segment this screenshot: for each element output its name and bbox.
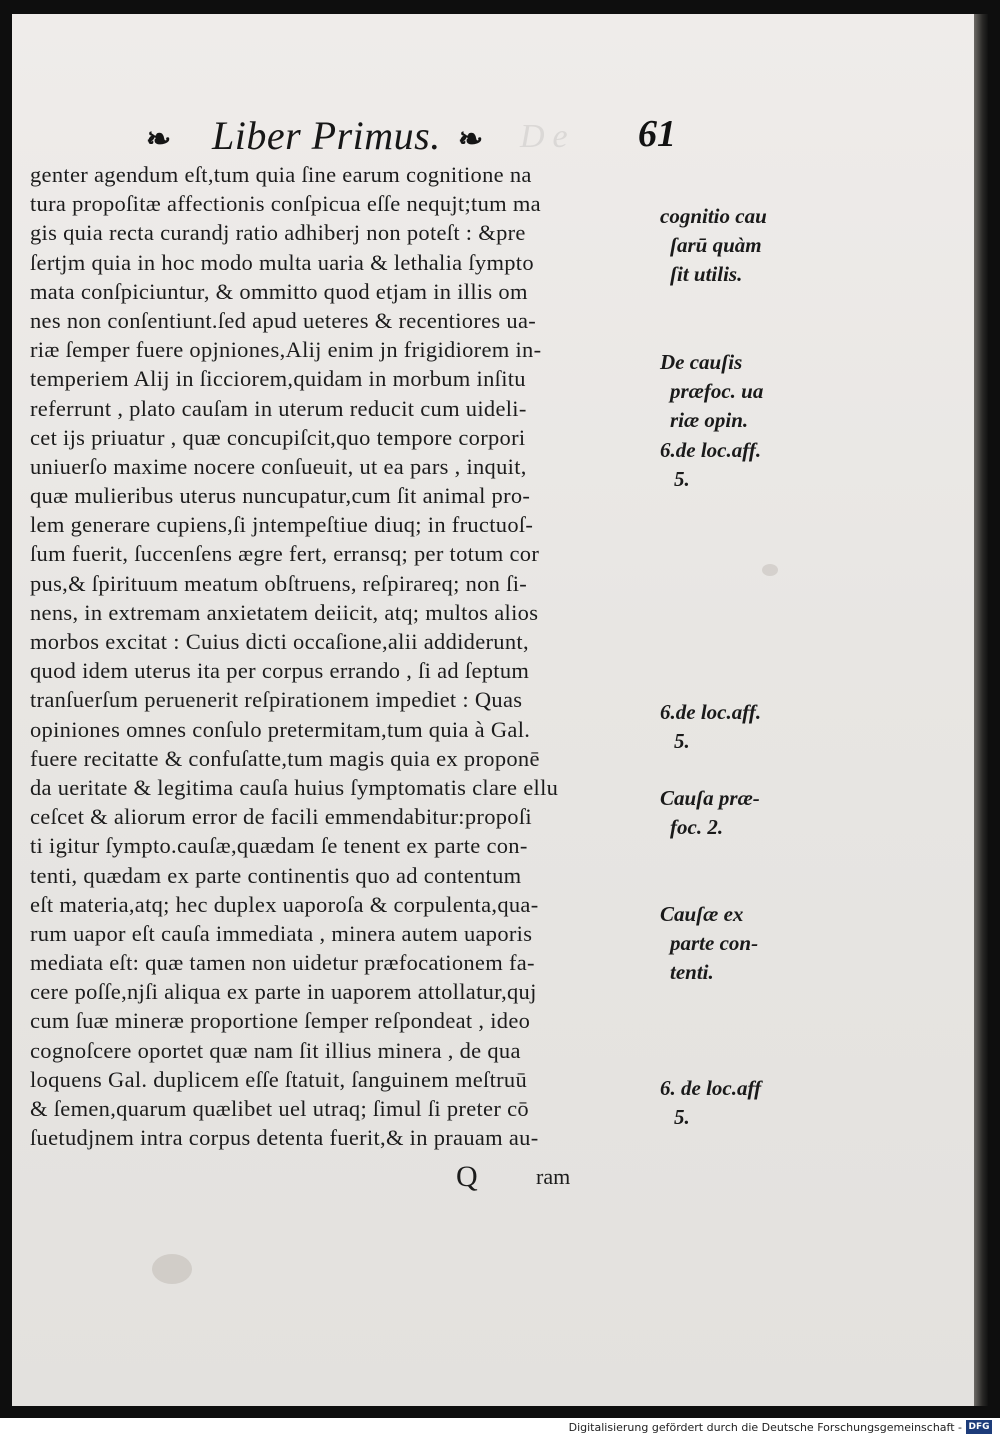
ornament-left-icon: ❧	[146, 123, 172, 156]
text-line: nens, in extremam anxietatem deiicit, atq; multos alios	[30, 599, 539, 625]
page-edge	[974, 14, 988, 1406]
margin-note-line: riæ opin.	[670, 408, 749, 432]
margin-note-line: cognitio cau	[660, 204, 767, 228]
text-line: ſuetudjnem intra corpus detenta fuerit,& in prauam au-	[30, 1125, 539, 1151]
margin-note	[660, 900, 758, 987]
text-line: morbos excitat : Cuius dicti occaſione,alii addiderunt,	[30, 629, 529, 654]
margin-note	[660, 698, 761, 756]
text-line: cet ijs priuatur , quæ concupiſcit,quo tempore corpori	[30, 424, 526, 450]
text-line: referrunt , plato cauſam in uterum reducit cum uideli-	[30, 395, 527, 421]
ornament-right-icon: ❧	[458, 123, 484, 156]
bleed-through-text: De	[520, 118, 576, 155]
text-line: ceſcet & aliorum error de facili emmendabitur:propoſi	[30, 804, 532, 830]
text-line: eſt materia,atq; hec duplex uaporoſa & corpulenta,qua-	[30, 891, 539, 917]
text-line: quæ mulieribus uterus nuncupatur,cum ſit animal pro-	[30, 483, 531, 509]
text-line: opiniones omnes conſulo pretermitam,tum quia à Gal.	[30, 716, 531, 742]
text-line: mata conſpiciuntur, & ommitto quod etjam in illis om	[30, 278, 528, 304]
margin-note-line: parte con-	[670, 931, 759, 955]
folio-number: 61	[638, 113, 676, 155]
margin-note-line: 6. de loc.aff	[660, 1076, 762, 1100]
margin-note-line: De cauſis	[660, 350, 743, 374]
margin-note-line: foc. 2.	[670, 815, 724, 839]
margin-note-line: 5.	[674, 467, 690, 491]
text-line: cere poſſe,njſi aliqua ex parte in uaporem attollatur,quj	[30, 979, 537, 1005]
text-line: quod idem uterus ita per corpus errando , ſi ad ſeptum	[30, 658, 530, 684]
margin-note	[660, 348, 763, 435]
text-line: pus,& ſpirituum meatum obſtruens, reſpirareq; non ſi-	[30, 570, 528, 596]
footer-bar	[0, 1418, 1000, 1437]
text-line: lem generare cupiens,ſi jntempeſtiue diuq; in fructuoſ-	[30, 512, 534, 538]
margin-note-line: Cauſa præ-	[660, 786, 760, 810]
paper-stain	[762, 564, 778, 576]
text-line: ſum fuerit, ſuccenſens ægre fert, erransq; per totum cor	[30, 541, 540, 567]
text-line: da ueritate & legitima cauſa huius ſymptomatis clare ellu	[30, 774, 559, 800]
text-line: tenti, quædam ex parte continentis quo ad contentum	[30, 862, 522, 888]
main-text-block	[30, 160, 630, 1152]
text-line: tranſuerſum peruenerit reſpirationem impediet : Quas	[30, 687, 523, 713]
margin-note-line: tenti.	[670, 960, 714, 984]
text-line: nes non conſentiunt.ſed apud ueteres & recentiores ua-	[30, 307, 537, 333]
text-line: uniuerſo maxime nocere conſueuit, ut ea pars , inquit,	[30, 453, 527, 479]
text-line: fuere recitatte & confuſatte,tum magis quia ex proponē	[30, 745, 540, 771]
running-title: Liber Primus.	[212, 113, 441, 158]
margin-note-line: Cauſæ ex	[660, 902, 744, 926]
margin-note-line: ſit utilis.	[670, 262, 743, 286]
text-line: temperiem Alij in ſicciorem,quidam in morbum inſitu	[30, 366, 526, 392]
margin-note-line: 5.	[674, 729, 690, 753]
text-line: ſertjm quia in hoc modo multa uaria & lethalia ſympto	[30, 249, 534, 275]
text-line: ti igitur ſympto.cauſæ,quædam ſe tenent ex parte con-	[30, 833, 528, 859]
text-line: gis quia recta curandj ratio adhiberj non poteſt : &pre	[30, 220, 526, 246]
margin-note-line: ſarū quàm	[670, 233, 762, 257]
margin-note-line: 6.de loc.aff.	[660, 438, 762, 462]
margin-note	[660, 1074, 761, 1132]
margin-note-line: 6.de loc.aff.	[660, 700, 762, 724]
catchword: ram	[536, 1164, 571, 1189]
text-line: mediata eſt: quæ tamen non uidetur præfocationem fa-	[30, 950, 535, 976]
margin-note-line: præfoc. ua	[670, 379, 764, 403]
running-header	[140, 108, 700, 168]
text-line: riæ ſemper fuere opjniones,Alij enim jn frigidiorem in-	[30, 337, 542, 363]
text-line: & ſemen,quarum quælibet uel utraq; ſimul ſi preter cō	[30, 1096, 529, 1121]
text-line: tura propoſitæ affectionis conſpicua eſſe nequjt;tum ma	[30, 191, 541, 217]
funding-credit: Digitalisierung gefördert durch die Deutsche Forschungsgemeinschaft -	[568, 1421, 962, 1434]
margin-note	[660, 436, 761, 494]
signature-mark: Q	[456, 1160, 478, 1193]
margin-note	[660, 202, 767, 289]
text-line: rum uapor eſt cauſa immediata , minera autem uaporis	[30, 920, 533, 946]
margin-note	[660, 784, 760, 842]
text-line: loquens Gal. duplicem eſſe ſtatuit, ſanguinem meſtruū	[30, 1066, 528, 1092]
dfg-logo-icon: DFG	[966, 1420, 992, 1434]
text-line: cognoſcere oportet quæ nam ſit illius minera , de qua	[30, 1037, 521, 1063]
text-line: genter agendum eſt,tum quia ſine earum cognitione na	[30, 162, 532, 187]
text-line: cum ſuæ mineræ proportione ſemper reſpondeat , ideo	[30, 1008, 531, 1034]
margin-note-line: 5.	[674, 1105, 690, 1129]
paper-stain	[152, 1254, 192, 1284]
